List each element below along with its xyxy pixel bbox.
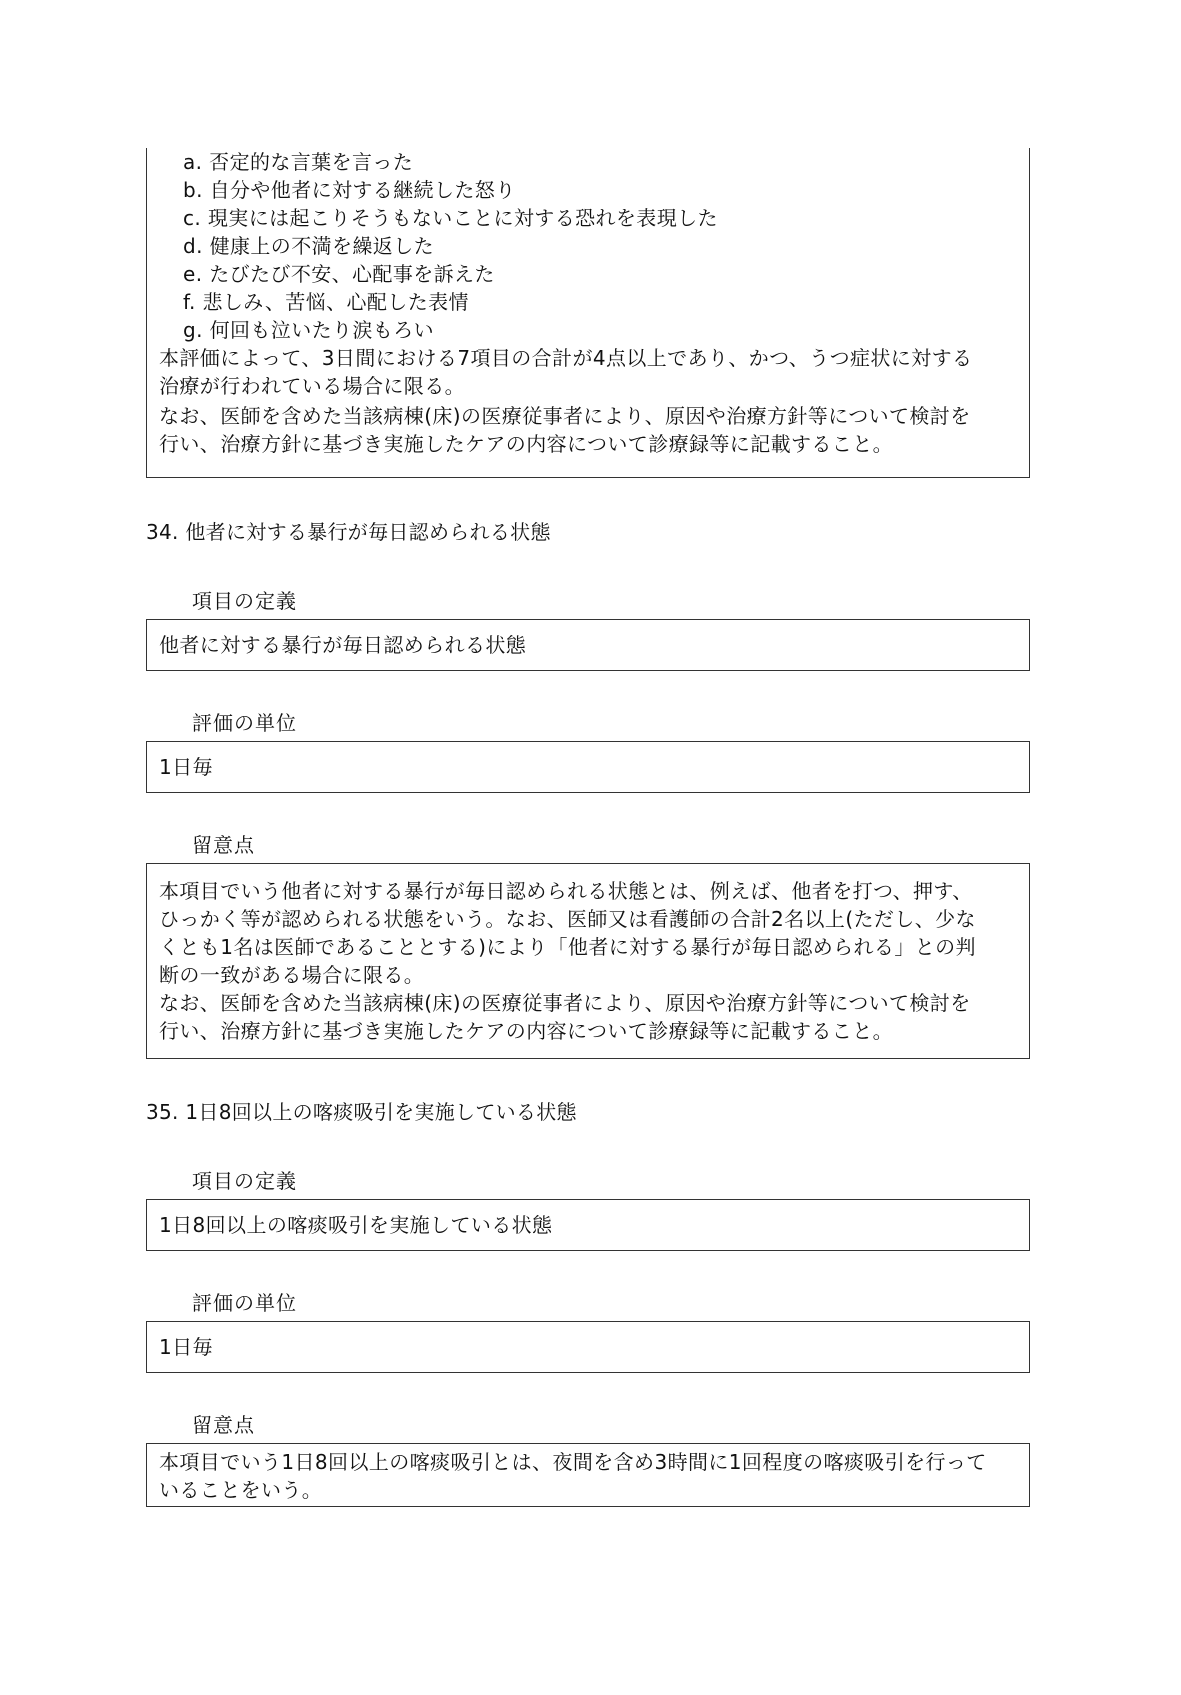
unit-label: 評価の単位 — [192, 711, 297, 735]
list-item: c. 現実には起こりそうもないことに対する恐れを表現した — [183, 206, 718, 230]
paragraph-line: なお、医師を含めた当該病棟(床)の医療従事者により、原因や治療方針等について検討を — [159, 404, 971, 428]
paragraph-line: 治療が行われている場合に限る。 — [159, 374, 465, 398]
notes-line: 断の一致がある場合に限る。 — [159, 963, 425, 987]
notes-line: いることをいう。 — [159, 1478, 323, 1502]
notes-line: ひっかく等が認められる状態をいう。なお、医師又は看護師の合計2名以上(ただし、少な — [159, 907, 976, 931]
section-heading-35: 35. 1日8回以上の喀痰吸引を実施している状態 — [146, 1100, 577, 1124]
definition-text: 1日8回以上の喀痰吸引を実施している状態 — [159, 1213, 553, 1237]
notes-line: なお、医師を含めた当該病棟(床)の医療従事者により、原因や治療方針等について検討を — [159, 991, 971, 1015]
unit-text: 1日毎 — [159, 1335, 213, 1359]
definition-text: 他者に対する暴行が毎日認められる状態 — [159, 633, 527, 657]
notes-line: 本項目でいう他者に対する暴行が毎日認められる状態とは、例えば、他者を打つ、押す、 — [159, 879, 973, 903]
unit-text: 1日毎 — [159, 755, 213, 779]
notes-line: くとも1名は医師であることとする)により「他者に対する暴行が毎日認められる」との判 — [159, 935, 976, 959]
paragraph-line: 行い、治療方針に基づき実施したケアの内容について診療録等に記載すること。 — [159, 432, 893, 456]
notes-label: 留意点 — [192, 1413, 255, 1437]
unit-box — [146, 741, 1030, 793]
definition-box — [146, 619, 1030, 671]
section-heading-34: 34. 他者に対する暴行が毎日認められる状態 — [146, 520, 551, 544]
list-item: a. 否定的な言葉を言った — [183, 150, 414, 174]
notes-box — [146, 1443, 1030, 1507]
list-item: g. 何回も泣いたり涙もろい — [183, 318, 435, 342]
definition-label: 項目の定義 — [192, 1169, 297, 1193]
paragraph-line: 本評価によって、3日間における7項目の合計が4点以上であり、かつ、うつ症状に対する — [159, 346, 973, 370]
notes-box — [146, 863, 1030, 1059]
list-item: b. 自分や他者に対する継続した怒り — [183, 178, 516, 202]
item33-continuation-box — [146, 148, 1030, 478]
unit-box — [146, 1321, 1030, 1373]
notes-line: 本項目でいう1日8回以上の喀痰吸引とは、夜間を含め3時間に1回程度の喀痰吸引を行って — [159, 1450, 987, 1474]
definition-label: 項目の定義 — [192, 589, 297, 613]
list-item: f. 悲しみ、苦悩、心配した表情 — [183, 290, 469, 314]
notes-label: 留意点 — [192, 833, 255, 857]
definition-box — [146, 1199, 1030, 1251]
unit-label: 評価の単位 — [192, 1291, 297, 1315]
list-item: d. 健康上の不満を繰返した — [183, 234, 435, 258]
notes-line: 行い、治療方針に基づき実施したケアの内容について診療録等に記載すること。 — [159, 1019, 893, 1043]
list-item: e. たびたび不安、心配事を訴えた — [183, 262, 495, 286]
